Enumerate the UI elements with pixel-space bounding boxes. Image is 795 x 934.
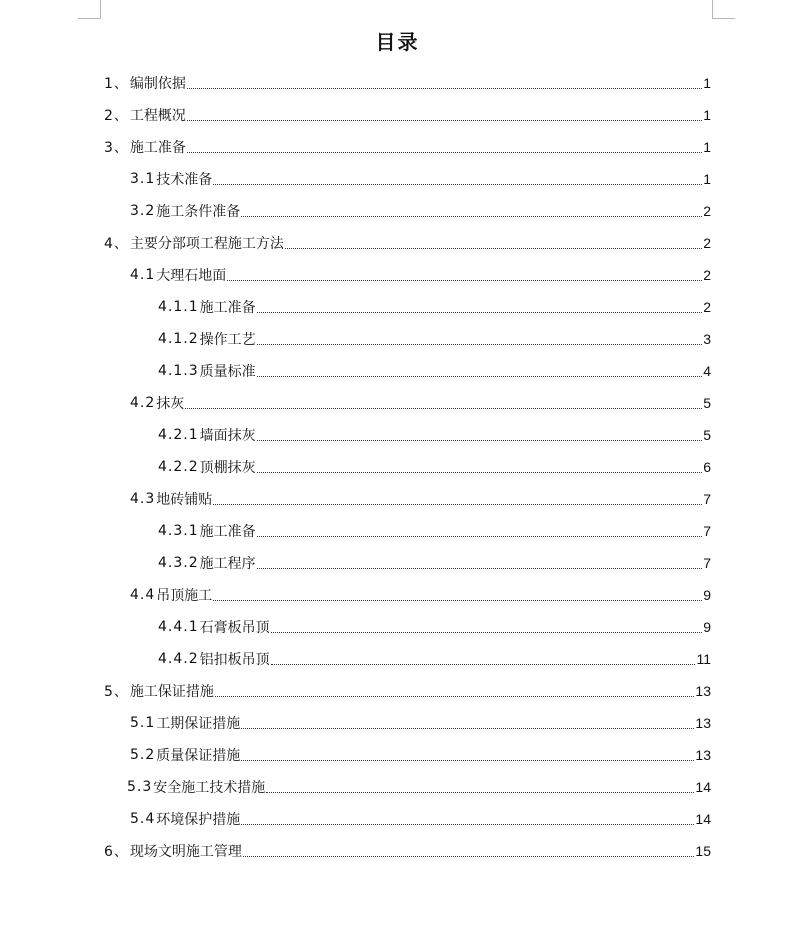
toc-dot-leader: [271, 632, 703, 633]
toc-entry[interactable]: [0, 323, 795, 355]
toc-entry-label: 大理石地面: [156, 268, 227, 284]
toc-entry-page-number: 1: [703, 75, 711, 91]
toc-entry[interactable]: [0, 739, 795, 771]
page-corner-mark-right: [712, 0, 735, 19]
toc-entry-number: 4.1.1: [158, 299, 199, 315]
toc-dot-leader: [215, 696, 695, 697]
toc-entry-number: 4、: [104, 236, 129, 252]
toc-dot-leader: [187, 88, 702, 89]
toc-entry-number: 5.4: [130, 811, 156, 827]
toc-entry[interactable]: [0, 291, 795, 323]
toc-entry[interactable]: [0, 675, 795, 707]
toc-entry[interactable]: [0, 579, 795, 611]
toc-entry-page-number: 5: [703, 427, 711, 443]
toc-entry-number: 5.2: [130, 747, 156, 763]
toc-entry-label: 工程概况: [129, 108, 186, 124]
table-of-contents: [0, 67, 795, 867]
toc-entry-number: 4.2.1: [158, 427, 199, 443]
toc-entry[interactable]: [0, 99, 795, 131]
toc-dot-leader: [257, 376, 703, 377]
toc-entry-number: 3.2: [130, 203, 156, 219]
toc-entry-page-number: 2: [703, 235, 711, 251]
toc-entry-number: 5.3: [127, 779, 153, 795]
toc-entry-label: 抹灰: [156, 396, 185, 412]
toc-entry-page-number: 13: [695, 747, 711, 763]
toc-entry-label: 石膏板吊顶: [199, 620, 270, 636]
toc-entry-number: 3.1: [130, 171, 156, 187]
toc-entry-label: 环境保护措施: [156, 812, 241, 828]
toc-entry-page-number: 9: [703, 619, 711, 635]
toc-dot-leader: [187, 152, 702, 153]
toc-entry[interactable]: [0, 387, 795, 419]
toc-entry-number: 4.3.2: [158, 555, 199, 571]
toc-entry-page-number: 1: [703, 107, 711, 123]
toc-entry-label: 主要分部项工程施工方法: [129, 236, 284, 252]
toc-entry[interactable]: [0, 67, 795, 99]
toc-entry-page-number: 14: [695, 811, 711, 827]
toc-dot-leader: [257, 536, 703, 537]
toc-entry-page-number: 7: [703, 491, 711, 507]
toc-dot-leader: [271, 664, 696, 665]
toc-dot-leader: [257, 312, 703, 313]
toc-dot-leader: [213, 600, 702, 601]
toc-entry-page-number: 9: [703, 587, 711, 603]
toc-entry-page-number: 1: [703, 171, 711, 187]
toc-entry-label: 质量标准: [199, 364, 256, 380]
toc-entry-page-number: 14: [695, 779, 711, 795]
toc-entry-label: 吊顶施工: [156, 588, 213, 604]
toc-entry[interactable]: [0, 483, 795, 515]
toc-entry[interactable]: [0, 803, 795, 835]
toc-entry-label: 现场文明施工管理: [129, 844, 242, 860]
toc-entry-page-number: 11: [696, 651, 711, 667]
toc-entry-label: 铝扣板吊顶: [199, 652, 270, 668]
toc-dot-leader: [266, 792, 694, 793]
toc-entry-label: 施工准备: [199, 300, 256, 316]
toc-entry[interactable]: [0, 835, 795, 867]
toc-entry-label: 编制依据: [129, 76, 186, 92]
toc-entry[interactable]: [0, 515, 795, 547]
toc-entry-number: 4.4.1: [158, 619, 199, 635]
toc-entry-label: 安全施工技术措施: [153, 780, 266, 796]
toc-entry-page-number: 2: [703, 203, 711, 219]
toc-entry[interactable]: [0, 355, 795, 387]
toc-entry-number: 5.1: [130, 715, 156, 731]
toc-entry[interactable]: [0, 131, 795, 163]
toc-dot-leader: [257, 568, 703, 569]
toc-entry[interactable]: [0, 259, 795, 291]
toc-dot-leader: [213, 184, 702, 185]
toc-entry[interactable]: [0, 547, 795, 579]
toc-entry-page-number: 13: [695, 683, 711, 699]
toc-dot-leader: [243, 856, 695, 857]
toc-entry-number: 4.3: [130, 491, 156, 507]
toc-entry-page-number: 2: [703, 299, 711, 315]
toc-title: 目录: [375, 30, 420, 54]
toc-entry-number: 4.4: [130, 587, 156, 603]
toc-entry-page-number: 5: [703, 395, 711, 411]
toc-dot-leader: [241, 760, 694, 761]
toc-entry-page-number: 2: [703, 267, 711, 283]
toc-entry-number: 4.1.2: [158, 331, 199, 347]
toc-dot-leader: [185, 408, 702, 409]
toc-entry-number: 4.4.2: [158, 651, 199, 667]
toc-dot-leader: [257, 344, 703, 345]
toc-entry[interactable]: [0, 707, 795, 739]
toc-entry-page-number: 4: [703, 363, 711, 379]
toc-entry[interactable]: [0, 771, 795, 803]
toc-dot-leader: [187, 120, 702, 121]
toc-entry[interactable]: [0, 195, 795, 227]
toc-entry-number: 4.2.2: [158, 459, 199, 475]
toc-entry[interactable]: [0, 451, 795, 483]
toc-entry-number: 4.1.3: [158, 363, 199, 379]
toc-entry[interactable]: [0, 163, 795, 195]
toc-entry-page-number: 7: [703, 555, 711, 571]
toc-entry-label: 地砖铺贴: [156, 492, 213, 508]
toc-entry-number: 6、: [104, 844, 129, 860]
toc-entry-label: 技术准备: [156, 172, 213, 188]
toc-entry-number: 2、: [104, 108, 129, 124]
toc-entry-number: 4.3.1: [158, 523, 199, 539]
toc-entry-label: 施工条件准备: [156, 204, 241, 220]
toc-entry[interactable]: [0, 643, 795, 675]
toc-entry-page-number: 15: [695, 843, 711, 859]
toc-entry-number: 5、: [104, 684, 129, 700]
toc-entry-label: 顶棚抹灰: [199, 460, 256, 476]
toc-entry-label: 质量保证措施: [156, 748, 241, 764]
toc-entry-number: 4.1: [130, 267, 156, 283]
toc-entry-label: 工期保证措施: [156, 716, 241, 732]
toc-dot-leader: [241, 824, 694, 825]
toc-entry-label: 施工准备: [129, 140, 186, 156]
toc-entry-label: 墙面抹灰: [199, 428, 256, 444]
toc-entry-page-number: 6: [703, 459, 711, 475]
toc-dot-leader: [285, 248, 702, 249]
toc-entry-number: 3、: [104, 140, 129, 156]
toc-dot-leader: [241, 216, 702, 217]
page-corner-mark-left: [78, 0, 101, 19]
toc-entry-number: 4.2: [130, 395, 156, 411]
toc-entry-label: 操作工艺: [199, 332, 256, 348]
toc-entry-label: 施工保证措施: [129, 684, 214, 700]
toc-entry[interactable]: [0, 419, 795, 451]
toc-entry-page-number: 3: [703, 331, 711, 347]
toc-entry-label: 施工程序: [199, 556, 256, 572]
toc-entry[interactable]: [0, 227, 795, 259]
toc-entry-page-number: 7: [703, 523, 711, 539]
toc-entry-page-number: 1: [703, 139, 711, 155]
toc-dot-leader: [257, 472, 703, 473]
toc-entry-page-number: 13: [695, 715, 711, 731]
toc-dot-leader: [213, 504, 702, 505]
toc-dot-leader: [227, 280, 702, 281]
toc-entry-number: 1、: [104, 76, 129, 92]
toc-dot-leader: [241, 728, 694, 729]
toc-dot-leader: [257, 440, 703, 441]
toc-entry-label: 施工准备: [199, 524, 256, 540]
toc-entry[interactable]: [0, 611, 795, 643]
